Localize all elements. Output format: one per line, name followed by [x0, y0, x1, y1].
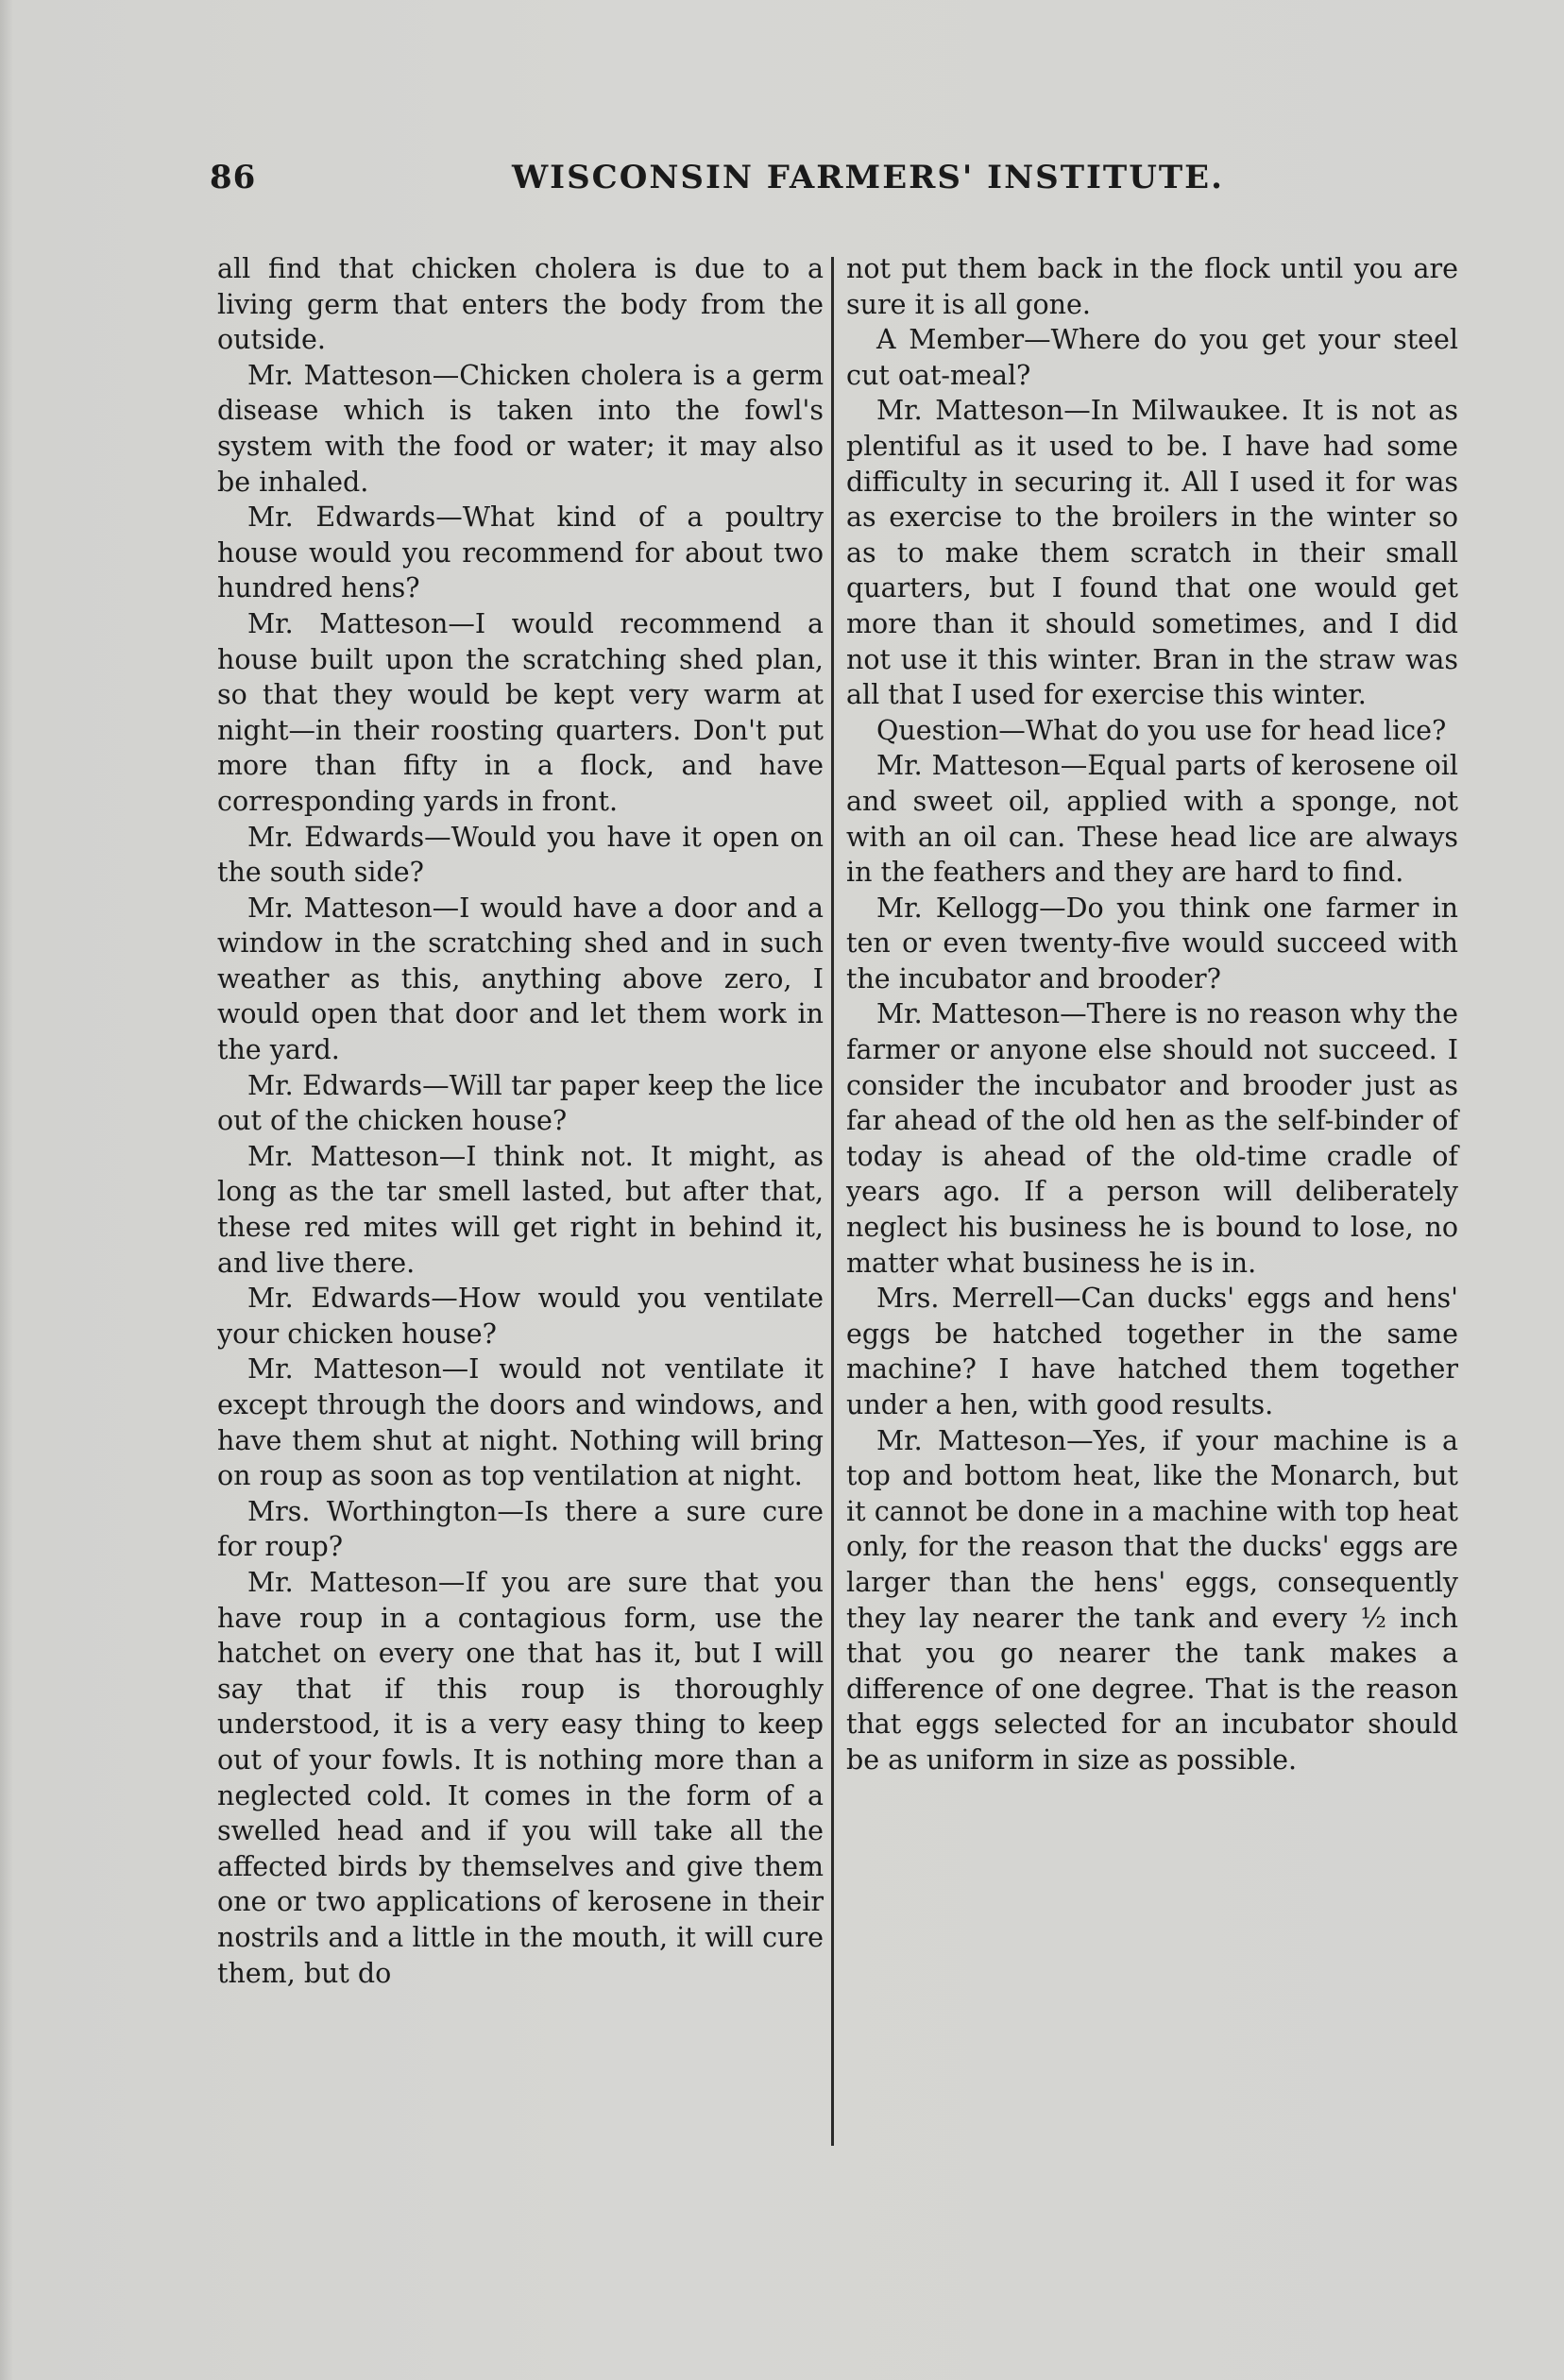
page-number: 86 — [210, 159, 257, 196]
paragraph: Mrs. Merrell—Can ducks' eggs and hens' eggs be hatched together in the same machine? I have hatched them together under a hen, with good results. — [846, 1283, 1458, 1420]
paragraph: Mrs. Worthington—Is there a sure cure for roup? — [217, 1495, 824, 1563]
paragraph: Mr. Matteson—I would have a door and a window in the scratching shed and in such weather as this, anything above zero, I would open that door and let them work in the yard. — [217, 892, 824, 1066]
paragraph: Mr. Matteson—There is no reason why the farmer or anyone else should not succeed. I consider the incubator and brooder just as far ahead of the old hen as the self-binder of today is ahead of the old-time cradle of years ago. If a person will deliberately neglect his business he is bound to lose, no matter what business he is in. — [846, 998, 1458, 1279]
paragraph: Mr. Matteson—In Milwaukee. It is not as plentiful as it used to be. I have had some difficulty in securing it. All I used it for was as exercise to the broilers in the winter so as to make them scratch in their small quarters, but I found that one would get more than it should sometimes, and I did not use it this winter. Bran in the straw was all that I used for exercise this winter. — [846, 395, 1458, 711]
paragraph: Mr. Matteson—Chicken cholera is a germ disease which is taken into the fowl's system with the food or water; it may also be inhaled. — [217, 359, 824, 498]
paragraph: A Member—Where do you get your steel cut oat-meal? — [846, 324, 1458, 391]
paragraph: Mr. Matteson—I would recommend a house built upon the scratching shed plan, so that they would be kept very warm at night—in their roosting quarters. Don't put more than fifty in a flock, and have corresponding yards in front. — [217, 607, 824, 817]
paragraph: Mr. Matteson—If you are sure that you have roup in a contagious form, use the hatchet on every one that has it, but I will say that if this roup is thoroughly understood, it is a very easy thing to keep out of your fowls. It is nothing more than a neglected cold. It comes in the form of a swelled head and if you will take all the affected birds by themselves and give them one or two applications of kerosene in their nostrils and a little in the mouth, it will cure them, but do — [217, 1566, 824, 1989]
column-divider — [831, 257, 834, 2146]
paragraph: Question—What do you use for head lice? — [876, 714, 1447, 746]
paragraph: Mr. Matteson—Yes, if your machine is a top and bottom heat, like the Monarch, but it cannot be done in a machine with top heat only, for the reason that the ducks' eggs are larger than the hens' eggs, consequently they lay nearer the tank and every ½ inch that you go nearer the tank makes a difference of one degree. That is the reason that eggs selected for an incubator should be as uniform in size as possible. — [846, 1424, 1458, 1776]
paragraph: not put them back in the flock until you are sure it is all gone. — [846, 253, 1458, 320]
paragraph: all find that chicken cholera is due to a living germ that enters the body from the outside. — [217, 253, 824, 356]
paragraph: Mr. Matteson—I think not. It might, as long as the tar smell lasted, but after that, these red mites will get right in behind it, and live there. — [217, 1140, 824, 1279]
running-title: WISCONSIN FARMERS' INSTITUTE. — [512, 159, 1224, 196]
paragraph: Mr. Matteson—I would not ventilate it except through the doors and windows, and have them shut at night. Nothing will bring on roup as soon as top ventilation at night. — [217, 1353, 824, 1492]
page-header — [210, 159, 1224, 204]
paragraph: Mr. Edwards—What kind of a poultry house would you recommend for about two hundred hens? — [217, 502, 824, 604]
right-column — [846, 251, 1458, 1778]
paragraph: Mr. Edwards—How would you ventilate your chicken house? — [217, 1283, 824, 1350]
paragraph: Mr. Matteson—Equal parts of kerosene oil and sweet oil, applied with a sponge, not with an oil can. These head lice are always in the feathers and they are hard to find. — [846, 750, 1458, 889]
left-column — [217, 251, 824, 1991]
paragraph: Mr. Kellogg—Do you think one farmer in ten or even twenty-five would succeed with the incubator and brooder? — [846, 892, 1458, 994]
paragraph: Mr. Edwards—Would you have it open on the south side? — [217, 821, 824, 889]
paragraph: Mr. Edwards—Will tar paper keep the lice out of the chicken house? — [217, 1069, 824, 1137]
